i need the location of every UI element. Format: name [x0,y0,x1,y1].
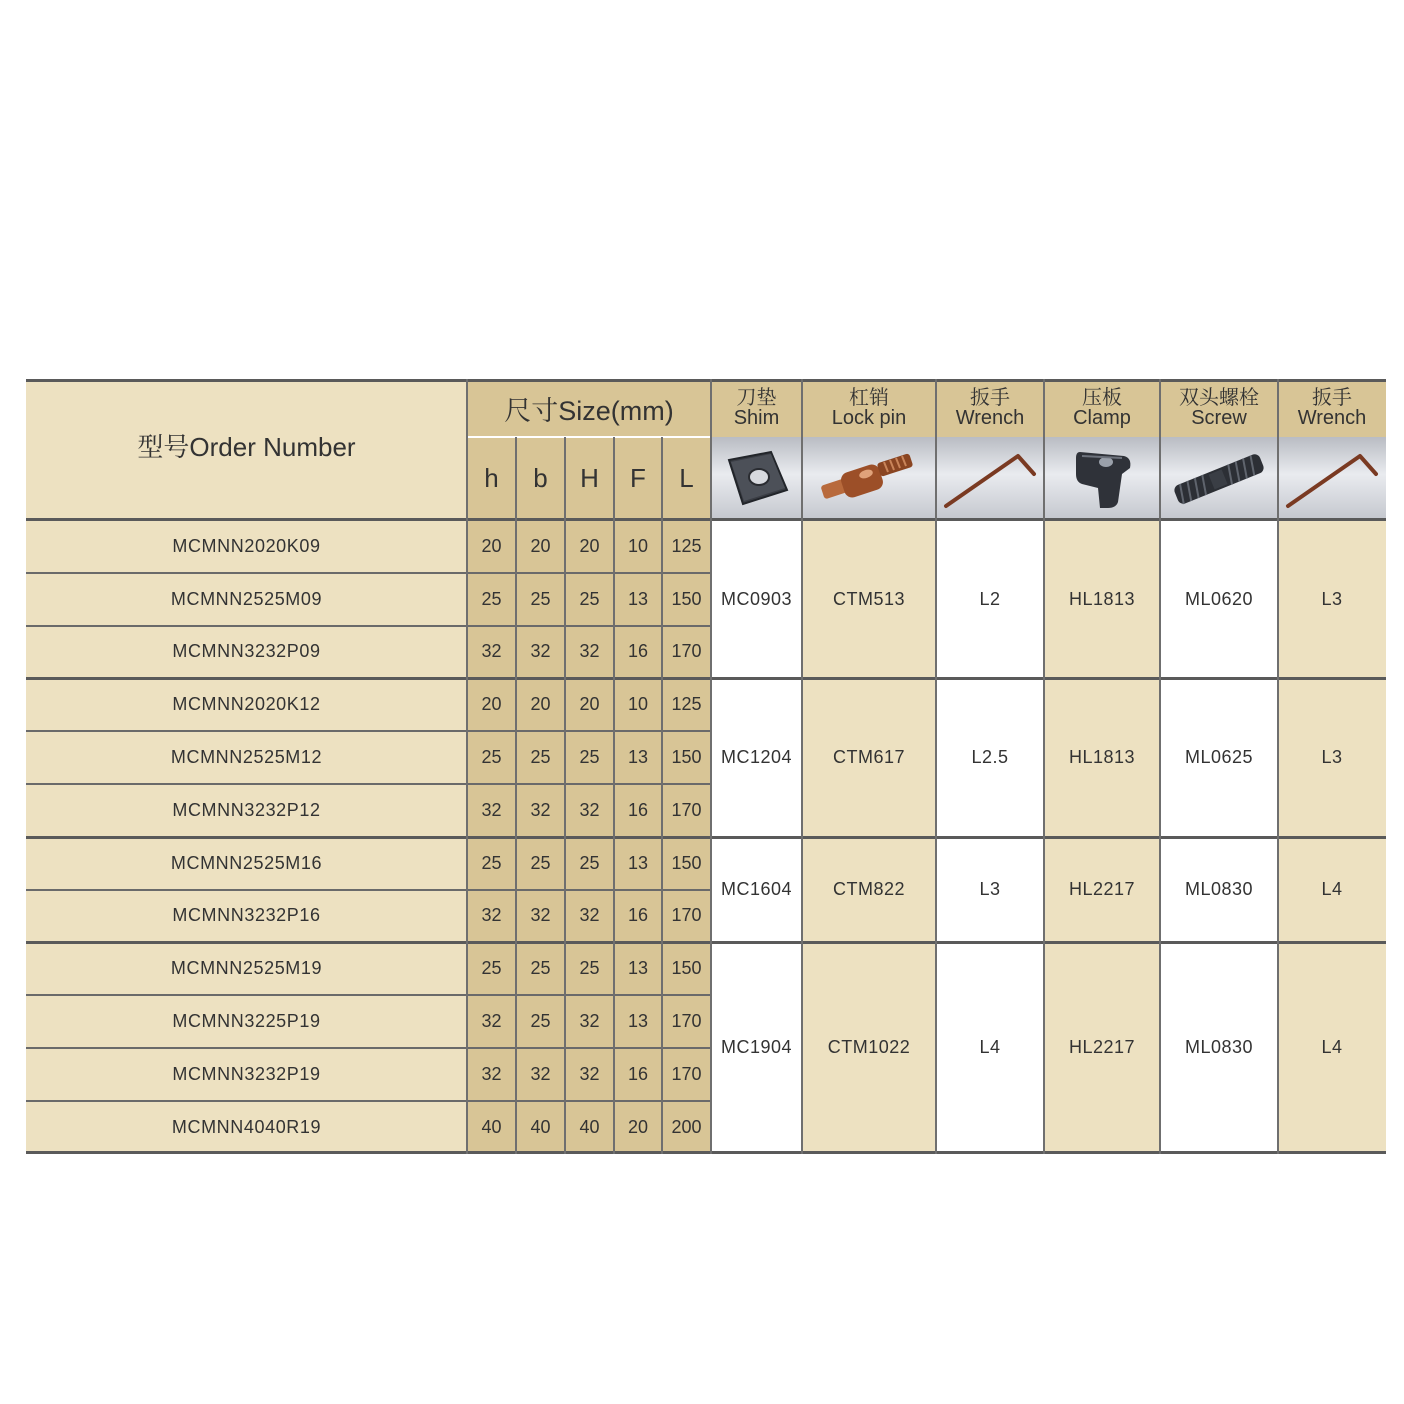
size-header-divider [467,436,711,438]
dim-cell-F: 13 [627,588,649,609]
dim-cell-b: 32 [530,799,551,820]
shim-header: 刀垫 Shim [711,379,802,437]
dim-cell-b: 32 [530,905,551,926]
dim-cell-b: 25 [530,588,551,609]
lock-pin-cell: CTM1022 [802,942,936,1153]
wrench-icon [940,446,1040,512]
dim-cell-b: 20 [530,694,551,715]
row-divider [26,730,711,732]
dim-cell-L: 150 [671,588,702,609]
clamp-cell: HL2217 [1044,942,1160,1153]
wrench-cell-2: L3 [1278,520,1386,678]
dim-cell-H: 25 [579,852,600,873]
wrench-picture [936,437,1044,520]
screw-icon [1167,449,1271,509]
dim-cell-H: 20 [579,535,600,556]
dim-cell-h: 32 [481,641,502,662]
dim-cell-b: 25 [530,958,551,979]
shim-cell: MC1204 [711,678,802,836]
group-divider [26,941,1386,944]
dim-cell-F: 13 [627,852,649,873]
dim-cell-H: 32 [579,799,600,820]
clamp-icon [1062,444,1142,514]
dim-cell-h: 25 [481,852,502,873]
dim-cell-F: 16 [627,799,649,820]
dim-cell-L: 170 [671,799,702,820]
dim-cell-F: 13 [627,1011,649,1032]
dim-cell-L: 170 [671,905,702,926]
shim-cell: MC0903 [711,520,802,678]
order-number-cell: MCMNN4040R19 [171,1116,322,1137]
dim-cell-F: 16 [627,641,649,662]
column-divider [661,437,663,1154]
dim-cell-L: 125 [671,694,702,715]
dim-cell-b: 40 [530,1116,551,1137]
clamp-cell: HL1813 [1044,520,1160,678]
dim-cell-L: 170 [671,641,702,662]
order-number-cell: MCMNN2020K09 [172,535,321,556]
header-bottom-border [26,518,1386,521]
dim-header-H: H [565,437,614,520]
screw-cell: ML0830 [1160,837,1278,943]
dim-cell-L: 150 [671,958,702,979]
column-divider [710,379,712,1154]
lock-pin-picture [802,437,936,520]
dim-cell-h: 32 [481,905,502,926]
dim-cell-L: 150 [671,747,702,768]
order-number-cell: MCMNN2525M19 [170,958,323,979]
dim-header-L: L [662,437,711,520]
dim-cell-b: 25 [530,747,551,768]
dim-cell-L: 170 [671,1063,702,1084]
dim-header-h: h [467,437,516,520]
lock-pin-header: 杠销 Lock pin [802,379,936,437]
shim-cell: MC1904 [711,942,802,1153]
order-number-cell: MCMNN3232P09 [172,641,321,662]
dim-cell-H: 32 [579,1011,600,1032]
screw-cell: ML0620 [1160,520,1278,678]
order-number-header: 型号Order Number [26,379,467,520]
order-number-cell: MCMNN3225P19 [172,1011,321,1032]
dim-cell-h: 25 [481,588,502,609]
row-divider [26,572,711,574]
dim-cell-H: 32 [579,905,600,926]
screw-cell: ML0830 [1160,942,1278,1153]
order-number-cell: MCMNN2525M16 [170,852,323,873]
dim-cell-b: 32 [530,641,551,662]
row-divider [26,889,711,891]
wrench-cell: L2 [936,520,1044,678]
row-divider [26,1100,711,1102]
table-top-border [26,379,1386,382]
group-divider [26,677,1386,680]
table-bottom-border [26,1151,1386,1154]
order-number-cell: MCMNN3232P12 [172,799,321,820]
dim-cell-L: 170 [671,1011,702,1032]
clamp-cell: HL2217 [1044,837,1160,943]
wrench-cell: L2.5 [936,678,1044,836]
dim-cell-h: 20 [481,694,502,715]
dim-cell-H: 40 [579,1116,600,1137]
lock-pin-cell: CTM617 [802,678,936,836]
shim-cell: MC1604 [711,837,802,943]
wrench-header: 扳手 Wrench [936,379,1044,437]
column-divider [613,437,615,1154]
dim-cell-F: 16 [627,1063,649,1084]
order-number-cell: MCMNN3232P16 [172,905,321,926]
dim-cell-h: 32 [481,1011,502,1032]
dim-cell-b: 25 [530,1011,551,1032]
order-number-cell: MCMNN2525M12 [170,747,323,768]
lock-pin-cell: CTM822 [802,837,936,943]
screw-picture [1160,437,1278,520]
tool-holder-spec-table [26,379,1386,1154]
column-divider [1159,379,1161,1154]
dim-cell-H: 25 [579,747,600,768]
dim-cell-F: 10 [627,535,649,556]
dim-cell-b: 32 [530,1063,551,1084]
dim-cell-L: 125 [671,535,702,556]
dim-cell-F: 10 [627,694,649,715]
dim-cell-h: 32 [481,1063,502,1084]
wrench-icon [1282,446,1382,512]
order-number-cell: MCMNN2525M09 [170,588,323,609]
dim-cell-b: 25 [530,852,551,873]
lock-pin-cell: CTM513 [802,520,936,678]
column-divider [1277,379,1279,1154]
row-divider [26,1047,711,1049]
column-divider [1043,379,1045,1154]
clamp-cell: HL1813 [1044,678,1160,836]
dim-cell-h: 25 [481,958,502,979]
dim-cell-H: 25 [579,958,600,979]
dim-cell-H: 32 [579,641,600,662]
dim-cell-h: 32 [481,799,502,820]
column-divider [564,437,566,1154]
column-divider [466,379,468,1154]
size-header: 尺寸Size(mm) [467,379,711,437]
wrench-picture-2 [1278,437,1386,520]
shim-picture [711,437,802,520]
dim-cell-h: 25 [481,747,502,768]
wrench-cell: L4 [936,942,1044,1153]
clamp-header: 压板 Clamp [1044,379,1160,437]
screw-header: 双头螺栓 Screw [1160,379,1278,437]
row-divider [26,783,711,785]
group-divider [26,836,1386,839]
wrench-cell-2: L3 [1278,678,1386,836]
order-number-cell: MCMNN3232P19 [172,1063,321,1084]
dim-cell-L: 200 [671,1116,702,1137]
column-divider [801,379,803,1154]
dim-cell-h: 40 [481,1116,502,1137]
row-divider [26,994,711,996]
clamp-picture [1044,437,1160,520]
lock-pin-icon [814,446,924,512]
wrench-cell-2: L4 [1278,942,1386,1153]
dim-cell-F: 16 [627,905,649,926]
wrench-cell-2: L4 [1278,837,1386,943]
dim-cell-H: 25 [579,588,600,609]
shim-icon [719,446,795,512]
screw-cell: ML0625 [1160,678,1278,836]
dim-header-F: F [614,437,662,520]
column-divider [935,379,937,1154]
dim-cell-H: 20 [579,694,600,715]
wrench-cell: L3 [936,837,1044,943]
dim-cell-h: 20 [481,535,502,556]
dim-cell-L: 150 [671,852,702,873]
column-divider [515,437,517,1154]
order-number-cell: MCMNN2020K12 [172,694,321,715]
dim-header-b: b [516,437,565,520]
dim-cell-F: 13 [627,958,649,979]
dim-cell-F: 13 [627,747,649,768]
row-divider [26,625,711,627]
dim-cell-F: 20 [627,1116,649,1137]
dim-cell-H: 32 [579,1063,600,1084]
dim-cell-b: 20 [530,535,551,556]
wrench-header-2: 扳手 Wrench [1278,379,1386,437]
